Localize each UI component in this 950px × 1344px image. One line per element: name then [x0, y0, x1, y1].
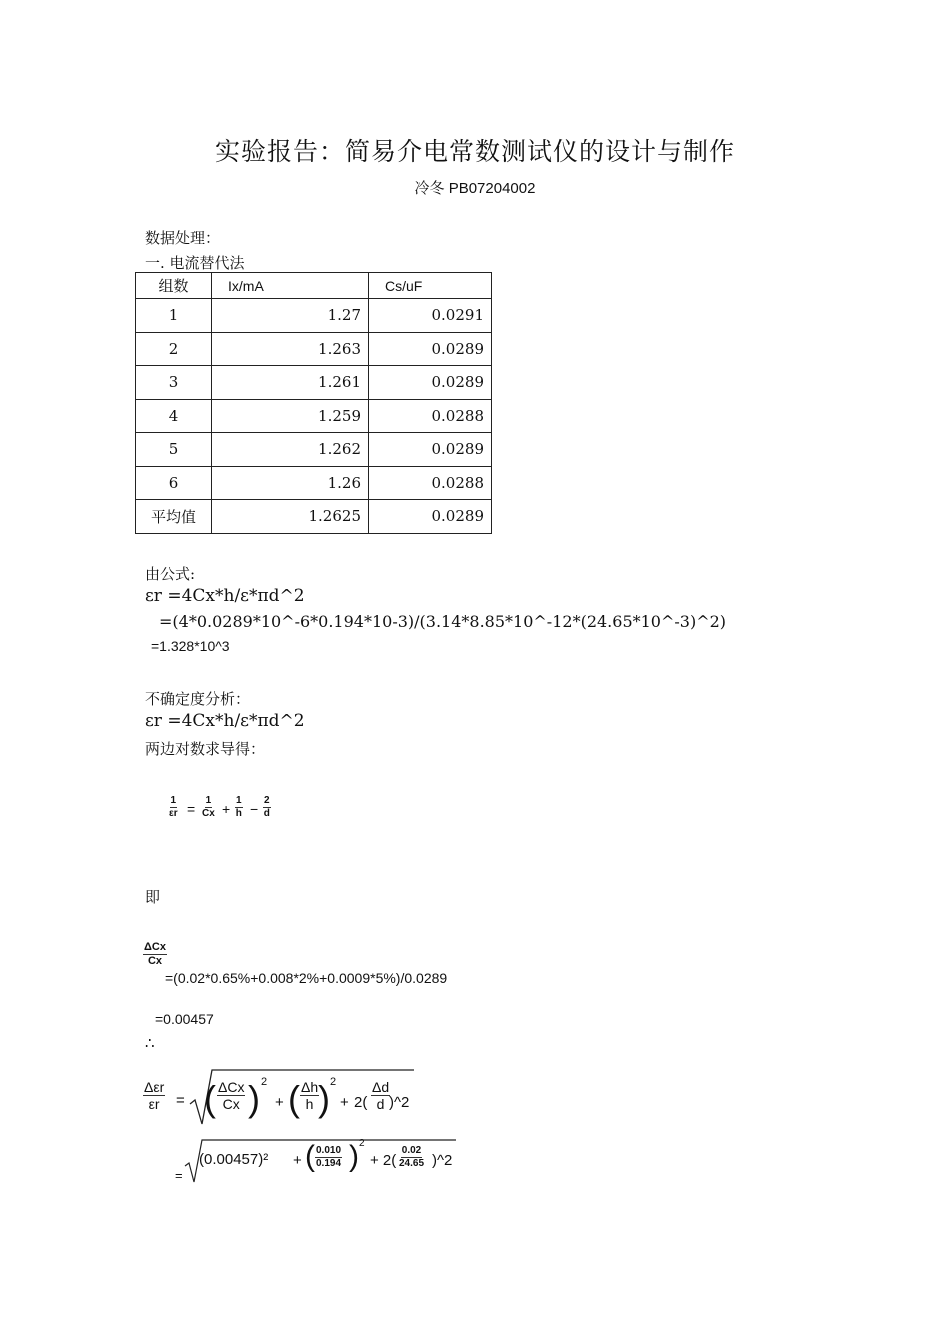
paren-left: (	[204, 1078, 216, 1119]
fraction: Δεr εr	[144, 1079, 165, 1112]
table-row	[136, 366, 492, 400]
table-cell: 0.0289	[369, 332, 492, 366]
table-cell: 0.0288	[369, 466, 492, 500]
author-line: 冷冬 PB07204002	[414, 180, 536, 197]
table-header-row	[136, 273, 492, 299]
formula-repeat: εr =4Cx*h/ε*πd^2	[145, 711, 305, 731]
coefficient: + 2(	[370, 1152, 397, 1169]
paren-left: (	[305, 1140, 315, 1173]
fraction: $\frac{\Delta h}{h}$	[301, 1079, 319, 1112]
table-cell: 0.0291	[369, 299, 492, 333]
table-cell: 2	[136, 332, 212, 366]
table-row-average	[136, 500, 492, 534]
table-cell: 0.0289	[369, 366, 492, 400]
calc-line: =(4*0.0289*10^-6*0.194*10-3)/(3.14*8.85*10^-12*(24.65*10^-3)^2)	[159, 612, 727, 631]
fraction: $\frac{1}{\varepsilon r}$	[169, 795, 178, 819]
data-table	[135, 272, 492, 534]
fraction: $\frac{1}{h}$	[235, 795, 242, 819]
header-cell: 组数	[136, 273, 212, 299]
formula: εr =4Cx*h/ε*πd^2	[145, 586, 305, 606]
tail-exponent: )^2	[389, 1094, 410, 1111]
paren-right: )	[248, 1078, 260, 1119]
table-row	[136, 433, 492, 467]
table-cell: 1.263	[212, 332, 369, 366]
log-derivation-text: 两边对数求导得：	[145, 740, 266, 758]
rel-cx-value: =0.00457	[155, 1011, 214, 1027]
exponent: 2	[359, 1138, 365, 1149]
equals-sign: =	[175, 1168, 183, 1183]
coefficient: 2(	[354, 1094, 368, 1111]
table-cell: 平均值	[136, 500, 212, 534]
fraction: $\frac{0.010}{0.194}$	[316, 1145, 342, 1169]
header-cell: Cs/uF	[369, 273, 492, 299]
table-cell: 3	[136, 366, 212, 400]
table-cell: 1.2625	[212, 500, 369, 534]
table-row	[136, 299, 492, 333]
table-cell: 0.0289	[369, 433, 492, 467]
table-row	[136, 399, 492, 433]
tail-exponent: )^2	[432, 1152, 453, 1169]
table-cell: 1.261	[212, 366, 369, 400]
table-cell: 1.259	[212, 399, 369, 433]
uncertainty-title: 不确定度分析：	[145, 690, 251, 708]
exponent: 2	[261, 1076, 268, 1088]
table-row	[136, 332, 492, 366]
table-cell: 5	[136, 433, 212, 467]
rel-cx-expression: =(0.02*0.65%+0.008*2%+0.0009*5%)/0.0289	[165, 970, 448, 986]
plus-sign: +	[340, 1094, 349, 1111]
ji-text: 即	[145, 888, 161, 906]
header-cell: Ix/mA	[212, 273, 369, 299]
page-title: 实验报告：简易介电常数测试仪的设计与制作	[214, 137, 735, 166]
formula-intro: 由公式:	[145, 565, 196, 583]
method-title: 一. 电流替代法	[145, 254, 245, 272]
exponent: 2	[330, 1076, 337, 1088]
paren-right: )	[349, 1140, 359, 1173]
fraction: $\frac{\Delta d}{d}$	[372, 1079, 390, 1112]
table-cell: 0.0288	[369, 399, 492, 433]
table-cell: 1.27	[212, 299, 369, 333]
plus-sign: +	[222, 801, 231, 817]
table-cell: 0.0289	[369, 500, 492, 534]
table-row	[136, 466, 492, 500]
table-cell: 4	[136, 399, 212, 433]
plus-sign: +	[275, 1094, 284, 1111]
table-cell: 1.262	[212, 433, 369, 467]
section-label: 数据处理：	[145, 229, 221, 247]
fraction: $\frac{2}{d}$	[263, 795, 270, 819]
plus-sign: +	[293, 1152, 302, 1169]
table-cell: 6	[136, 466, 212, 500]
fraction: $\frac{1}{Cx}$	[202, 795, 215, 819]
equals-sign: =	[187, 801, 196, 817]
minus-sign: −	[250, 801, 259, 817]
table-cell: 1.26	[212, 466, 369, 500]
calc-result: =1.328*10^3	[151, 638, 230, 654]
table-cell: 1	[136, 299, 212, 333]
equals-sign: =	[176, 1092, 185, 1109]
fraction-delta-cx: ΔCx Cx	[144, 941, 166, 967]
fraction: ΔCx Cx	[218, 1079, 245, 1112]
therefore-symbol: ∴	[145, 1034, 155, 1052]
paren-right: )	[318, 1078, 330, 1119]
term-cx: (0.00457)²	[199, 1151, 269, 1168]
paren-left: (	[288, 1078, 300, 1119]
fraction: $\frac{0.02}{24.65}$	[399, 1145, 425, 1169]
